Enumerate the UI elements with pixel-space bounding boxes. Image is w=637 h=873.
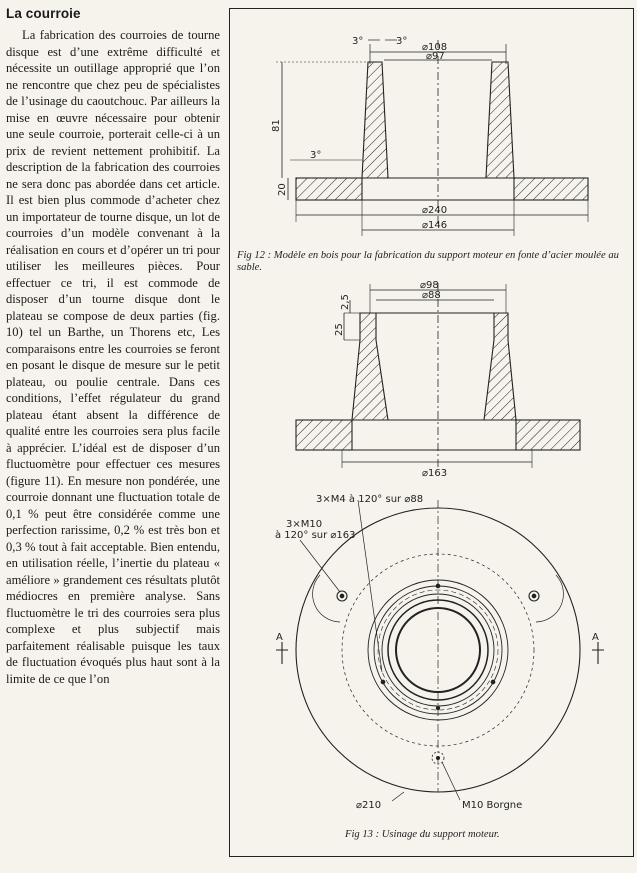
fig13-d-bore-outer-label: ⌀98 <box>420 280 439 291</box>
fig12-base-label: 20 <box>277 183 288 196</box>
fig12-d-base-outer-label: ⌀240 <box>422 205 448 216</box>
fig13-d-disc-label: ⌀210 <box>356 800 382 811</box>
fig12-caption: Fig 12 : Modèle en bois pour la fabrication du support moteur en fonte d’acier moulée au sable. <box>237 250 619 273</box>
article-heading: La courroie <box>6 6 81 21</box>
fig12-d-top-outer-label: ⌀108 <box>422 42 448 53</box>
fig12-angle-right-label: 3° <box>396 36 408 47</box>
fig13-holes-m10-label-a: 3×M10 <box>286 519 323 530</box>
fig13-section-left-label: A <box>276 632 283 643</box>
fig12-d-top-inner-label: ⌀97 <box>426 51 445 62</box>
fig12-angle-side-label: 3° <box>310 150 322 161</box>
fig12-height-label: 81 <box>271 119 282 132</box>
fig13-h-bore-label: 25 <box>334 323 345 336</box>
fig13-holes-m10-label-b: à 120° sur ⌀163 <box>275 530 356 541</box>
fig13-section-drawing <box>296 283 580 470</box>
fig13-plan-drawing <box>276 500 604 801</box>
fig12-angle-left-label: 3° <box>352 36 364 47</box>
fig13-d-base-label: ⌀163 <box>422 468 448 479</box>
fig13-m10-blind-label: M10 Borgne <box>462 800 523 811</box>
fig12-d-base-inner-label: ⌀146 <box>422 220 448 231</box>
fig13-d-bore-inner-label: ⌀88 <box>422 290 441 301</box>
fig13-h-top-label: 2,5 <box>340 294 351 310</box>
fig13-section-right-label: A <box>592 632 599 643</box>
fig13-caption: Fig 13 : Usinage du support moteur. <box>345 829 500 840</box>
fig13-holes-m4-label: 3×M4 à 120° sur ⌀88 <box>316 494 424 505</box>
article-body: La fabrication des courroies de tourne disque est d’une extrême difficulté et nécessite un outillage approprié que l’on ne rencontre que chez peu de spécialistes de l’usinage du caoutchouc. Par ailleurs la mise en œuvre nécessaire pour obtenir une seule courroie, porterait celle-ci à un prix de revient nettement prohibitif. La description de la fabrication des courroies ne sera donc pas abordée dans cet article. Il est bien plus commode d’acheter chez un importateur de tourne disque, un lot de courroies d’un modèle convenant à la réalisation en cours et d’opérer un tri pour utiliser les meilleures pièces. Pour effectuer ce tri, il est commode de disposer d’un tourne disque dont le plateau se compose de deux parties (fig. 10) tel un Barthe, un Thorens etc, Les comparaisons entre les courroies se feront en posant le disque de mesure sur le petit plateau, ou poulie centrale. Dans ces conditions, l’effet régulateur du grand plateau étant absent la différence de qualité entre les courroies sera plus facile à apprécier. L’idéal est de disposer d’un fluctuomètre pour effectuer ces mesures (figure 11). En mesure non pondérée, une courroie donnant une fluctuation totale de 0,1 % peut être considérée comme une perfection rarissime, 0,2 % est très bon et 0,3 % tout à fait acceptable. Bien entendu, en utilisation réelle, l’inertie du plateau « améliore » grandement ces résultats plutôt médiocres en première analyse. Sans fluctuomètre le tri des courroies sera plus complexe et plus subjectif mais parfaitement réalisable puisque les taux de fluctuation évoqués plus haut sont à la limite de ce que l’on <box>6 28 220 686</box>
